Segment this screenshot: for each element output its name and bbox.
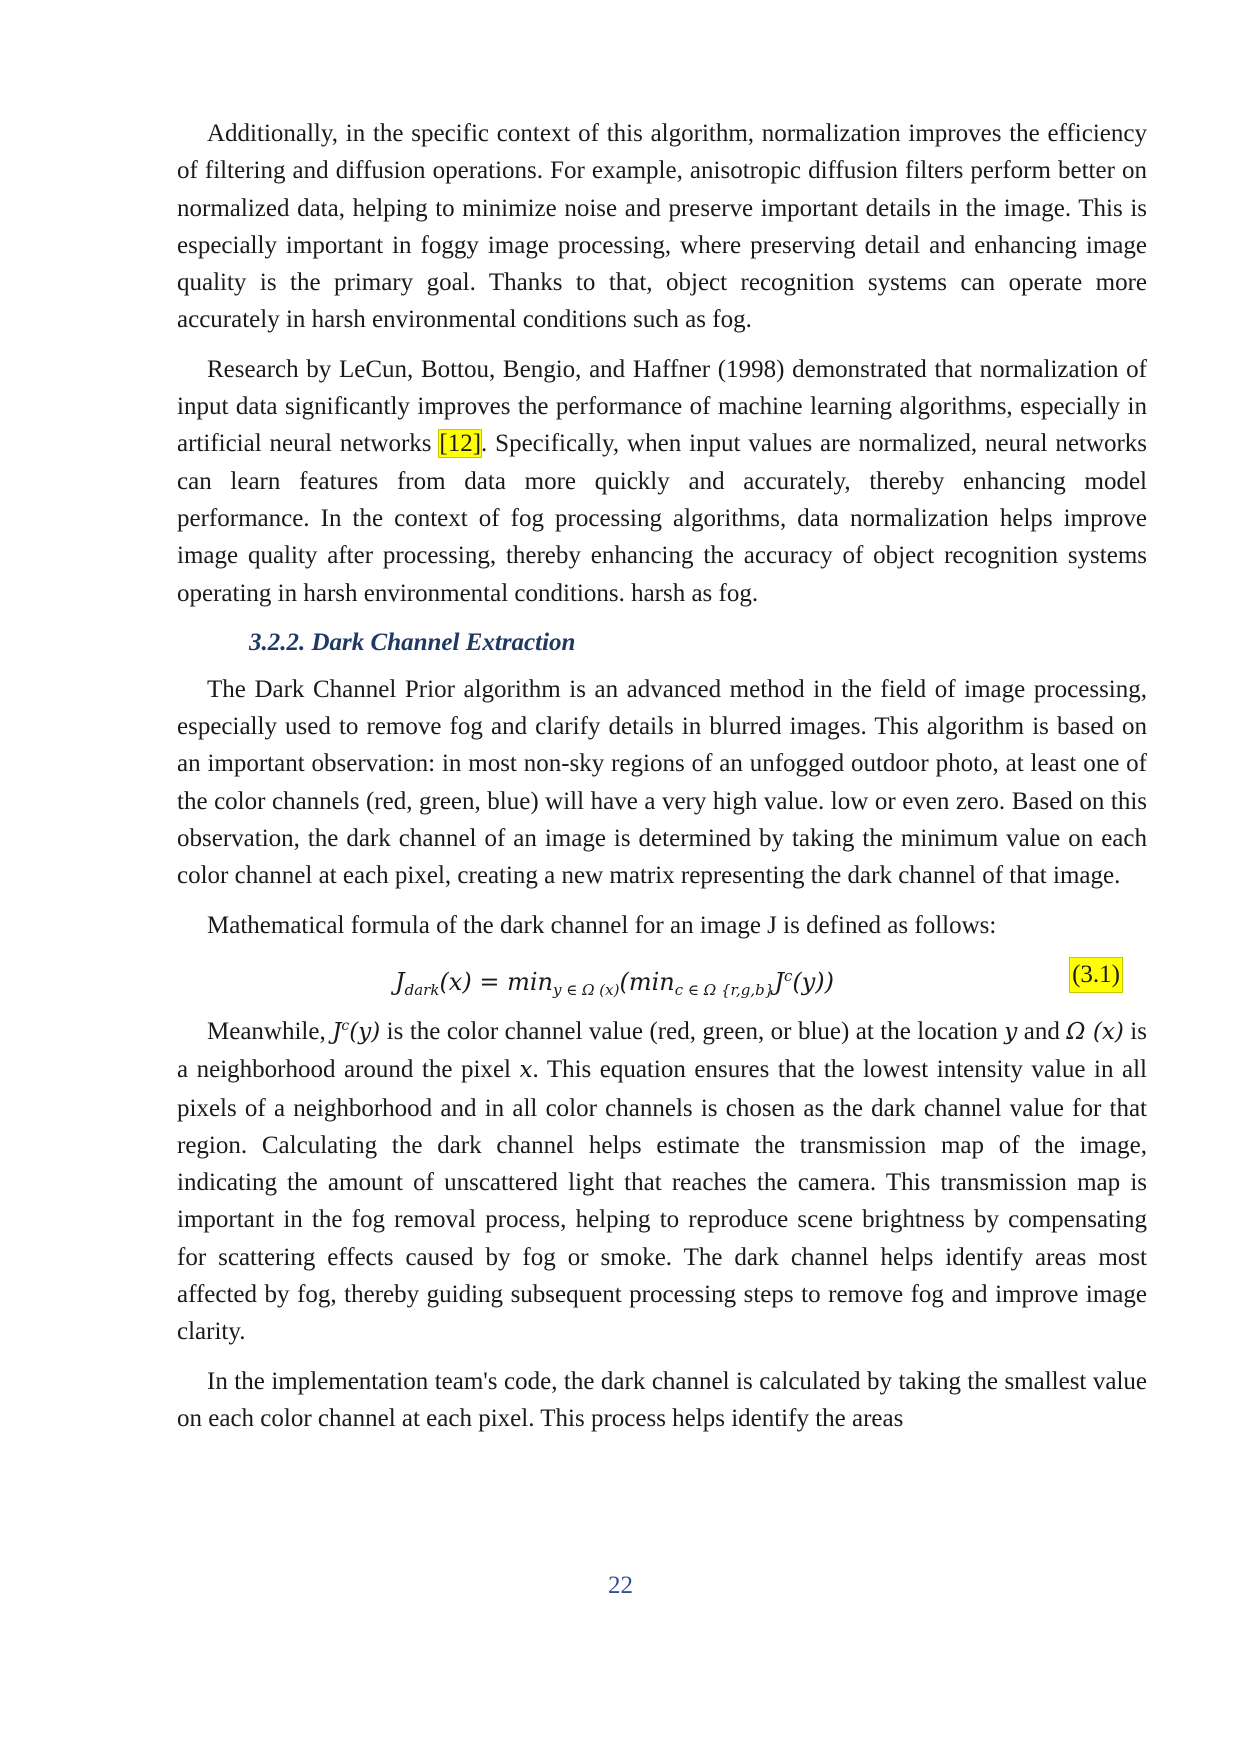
- paragraph-text: is a neighborhood around the pixel: [177, 1017, 1147, 1084]
- eq-j2: J: [774, 967, 784, 996]
- eq-lhs-arg: (x) =: [439, 967, 508, 996]
- math-y: y: [1004, 1018, 1018, 1045]
- math-x: x: [519, 1057, 533, 1084]
- citation-reference[interactable]: [12]: [439, 430, 482, 458]
- page-number: 22: [608, 1572, 633, 1599]
- paragraph-text: is the color channel value (red, green, or blue) at the location: [380, 1017, 1005, 1045]
- math-jc-arg: (y): [349, 1018, 381, 1045]
- eq-close: (y)): [792, 967, 835, 996]
- paragraph-text: Meanwhile,: [207, 1017, 333, 1045]
- eq-min2-sub: c ∈ Ω {r,g,b}: [674, 980, 775, 999]
- math-jc: [332, 1019, 380, 1045]
- eq-lhs-j: J: [395, 967, 405, 996]
- eq-min1: min: [507, 967, 553, 996]
- body-text: [177, 115, 1147, 1449]
- equation-row: [177, 956, 1147, 1000]
- eq-lhs-sub: dark: [404, 980, 440, 999]
- paragraph-equation-explanation: [177, 1008, 1147, 1351]
- equation-number[interactable]: (3.1): [1070, 958, 1122, 992]
- paragraph-normalization-efficiency: Additionally, in the specific context of this algorithm, normalization improves the efficiency of filtering and diffusion operations. For example, anisotropic diffusion filters perform better on normalized data, helping to minimize noise and preserve important details in the image. This is especially important in foggy image processing, where preserving detail and enhancing image quality is the primary goal. Thanks to that, object recognition systems can operate more accurately in harsh environmental conditions such as fog.: [177, 120, 1147, 334]
- dark-channel-equation: [395, 956, 834, 1010]
- paragraph-lecun-research: [177, 351, 1147, 612]
- paragraph-text: . This equation ensures that the lowest intensity value in all pixels of a neighborhood and in all color channels is chosen as the dark channel value for that region. Calculating the dark channel helps estimate the transmission map of the image, indicating the amount of unscattered light that reaches the camera. This transmission map is important in the fog removal process, helping to reproduce scene brightness by compensating for scattering effects caused by fog or smoke. The dark channel helps identify areas most affected by fog, thereby guiding subsequent processing steps to remove fog and improve image clarity.: [177, 1056, 1147, 1346]
- paragraph-text: . Specifically, when input values are normalized, neural networks can learn features from data more quickly and accurately, thereby enhancing model performance. In the context of fog processing algorithms, data normalization helps improve image quality after processing, thereby enhancing the accuracy of object recognition systems operating in harsh environmental conditions. harsh as fog.: [177, 430, 1147, 607]
- math-omega-x: Ω (x): [1066, 1018, 1124, 1045]
- paragraph-text: and: [1017, 1017, 1067, 1045]
- eq-j2-sup: c: [783, 966, 793, 985]
- paragraph-text: Research by LeCun, Bottou, Bengio, and Haffner (1998) demonstrated that normalization of input data significantly improves the performance of machine learning algorithms, especially in artificial neural networks: [177, 355, 1147, 458]
- section-heading: 3.2.2. Dark Channel Extraction: [249, 628, 576, 656]
- math-jc-base: J: [332, 1018, 342, 1045]
- eq-min2: min: [628, 967, 675, 996]
- eq-open: (: [619, 967, 629, 996]
- math-jc-sup: c: [341, 1017, 350, 1034]
- paragraph-implementation: In the implementation team's code, the dark channel is calculated by taking the smallest value on each color channel at each pixel. This process helps identify the areas: [177, 1367, 1147, 1432]
- paragraph-dark-channel-prior: The Dark Channel Prior algorithm is an advanced method in the field of image processing, especially used to remove fog and clarify details in blurred images. This algorithm is based on an important observation: in most non-sky regions of an unfogged outdoor photo, at least one of the color channels (red, green, blue) will have a very high value. low or even zero. Based on this observation, the dark channel of an image is determined by taking the minimum value on each color channel at each pixel, creating a new matrix representing the dark channel of that image.: [177, 675, 1147, 890]
- paragraph-formula-intro: Mathematical formula of the dark channel for an image J is defined as follows:: [207, 911, 997, 939]
- eq-min1-sub: y ∈ Ω (x): [552, 980, 620, 999]
